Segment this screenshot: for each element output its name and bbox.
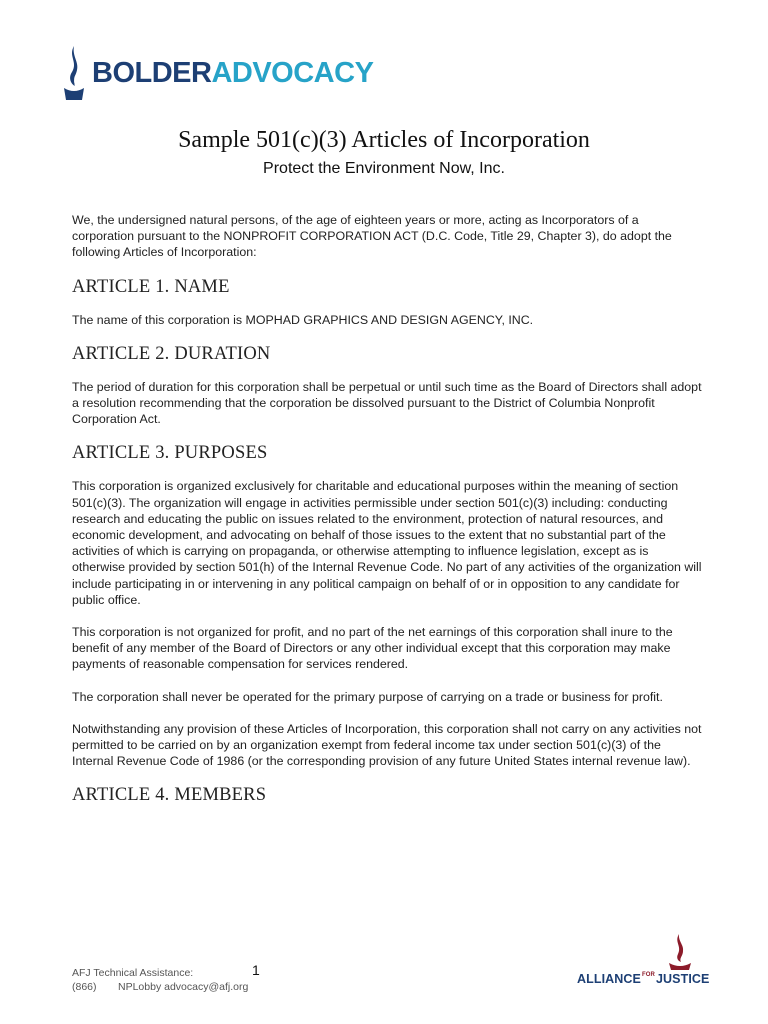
- page-number: 1: [252, 962, 260, 978]
- logo-wordmark: [92, 56, 374, 89]
- afj-text-justice: JUSTICE: [655, 972, 710, 986]
- document-body: [72, 212, 702, 820]
- article-3-paragraph-1: This corporation is organized exclusively for charitable and educational purposes within the meaning of section 501(c)(3). The organization will engage in activities permissible under section 501(c)(3) including: conducting research and educating the public on issues related to the environment, protection of natural resources, and economic development, and advocating on behalf of those issues to the extent that no substantial part of the activities of which is carrying on propaganda, or otherwise attempting to influence legislation, except as is otherwise provided by section 501(h) of the Internal Revenue Code. No part of any activities of the organization will include participating in or intervening in any political campaign on behalf of or in opposition to any candidate for public office.: [72, 479, 702, 607]
- intro-paragraph: We, the undersigned natural persons, of the age of eighteen years or more, acting as Incorporators of a corporation pursuant to the NONPROFIT CORPORATION ACT (D.C. Code, Title 29, Chapter 3), do adopt the following Articles of Incorporation:: [72, 213, 672, 260]
- logo-text-advocacy: ADVOCACY: [211, 56, 374, 89]
- article-3-paragraph-4: Notwithstanding any provision of these Articles of Incorporation, this corporation shall not carry on any activities not permitted to be carried on by an organization exempt from federal income tax under section 501(c)(3) of the Internal Revenue Code of 1986 (or the corresponding provision of any future United States internal revenue law).: [72, 721, 702, 769]
- footer-contact: NPLobby advocacy@afj.org: [118, 981, 249, 993]
- footer-phone-prefix: (866): [72, 981, 97, 993]
- article-1-heading: ARTICLE 1. NAME: [72, 276, 230, 297]
- footer-line-1: [72, 966, 248, 980]
- document-subtitle: Protect the Environment Now, Inc.: [263, 160, 505, 177]
- article-3-paragraph-3: The corporation shall never be operated for the primary purpose of carrying on a trade or business for profit.: [72, 689, 663, 704]
- footer-line-2: [72, 980, 248, 994]
- footer-assistance-label: AFJ Technical Assistance:: [72, 967, 194, 979]
- page-footer: [72, 962, 260, 994]
- document-title: Sample 501(c)(3) Articles of Incorporation: [178, 127, 590, 153]
- article-2-paragraph: The period of duration for this corporation shall be perpetual or until such time as the Board of Directors shall adopt a resolution recommending that the corporation be dissolved pursuant to the District of Columbia Nonprofit Corporation Act.: [72, 379, 702, 427]
- afj-text-for: FOR: [642, 972, 655, 978]
- bolder-advocacy-logo: [62, 44, 373, 102]
- article-3-paragraph-2: This corporation is not organized for profit, and no part of the net earnings of this corporation shall inure to the benefit of any member of the Board of Directors or any other individual except that this corporation may make payments of reasonable compensation for services rendered.: [72, 625, 673, 672]
- article-1-paragraph: The name of this corporation is MOPHAD GRAPHICS AND DESIGN AGENCY, INC.: [72, 312, 534, 327]
- afj-text-alliance: ALLIANCE: [577, 972, 641, 986]
- afj-wordmark: [577, 972, 709, 986]
- article-3-heading: ARTICLE 3. PURPOSES: [72, 443, 268, 464]
- article-4-heading: ARTICLE 4. MEMBERS: [72, 785, 267, 806]
- flame-icon: [577, 930, 707, 972]
- flame-icon: [62, 44, 86, 102]
- article-2-heading: ARTICLE 2. DURATION: [72, 343, 271, 364]
- alliance-for-justice-logo: [577, 930, 710, 992]
- logo-text-bolder: BOLDER: [92, 56, 212, 89]
